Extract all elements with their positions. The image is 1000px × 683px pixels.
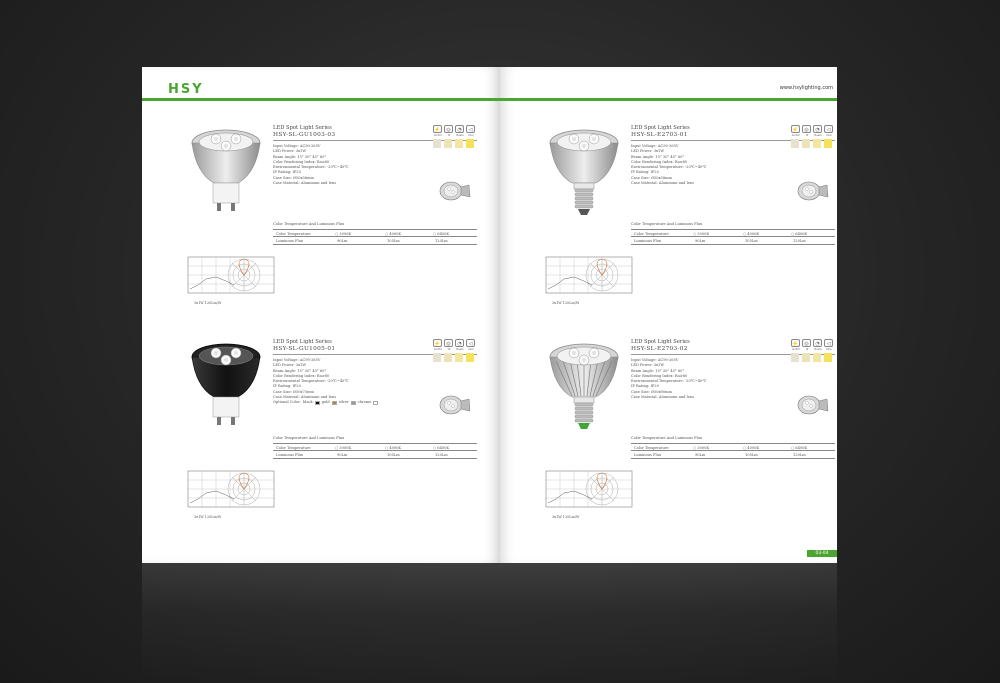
series-title: LED Spot Light Series <box>273 339 332 345</box>
spec-line: Color Rendering Index: Ra≥80 <box>631 373 688 378</box>
spec-line: Case Material: Aluminum and lens <box>273 181 337 186</box>
spec-line: Beam Angle: 15° 30° 45° 60° <box>631 368 685 373</box>
cell-3000k: ○ 3000K <box>693 446 710 450</box>
feature-ip-icon: ◎ <box>802 125 811 133</box>
cell-value: 120Lm <box>435 239 448 243</box>
cell-value: 4000K <box>747 232 760 236</box>
cell-3000k: ○ 3000K <box>335 232 352 236</box>
model-number: HSY-SL-GU1003-03 <box>273 132 336 138</box>
row-label: Color Temperature <box>634 232 669 236</box>
cell-value: 6400K <box>437 232 450 236</box>
light-distribution-chart <box>544 469 639 509</box>
row-label: Color Temperature <box>634 446 669 450</box>
feature-beam-icon: ◔ <box>813 339 822 347</box>
chart-footnote: 3x1W 120Lm/W <box>194 301 222 305</box>
spec-line: Beam Angle: 15° 30° 45° 60° <box>273 368 327 373</box>
cell-3000k: ○ 3000K <box>335 446 352 450</box>
table-row <box>273 229 477 237</box>
cell-value: 90Lm <box>695 453 706 457</box>
table-row <box>631 451 835 459</box>
table-row <box>631 229 835 237</box>
icon-caption: AC/DC <box>433 348 443 351</box>
spec-line: Beam Angle: 15° 30° 45° 60° <box>631 154 685 159</box>
feature-acdc-icon: ⚡ <box>792 127 799 133</box>
light-distribution-chart <box>544 255 639 295</box>
product-photo <box>186 125 266 220</box>
table-row <box>273 451 477 459</box>
row-label: Luminous Flux <box>276 453 304 457</box>
icon-caption: Dim <box>468 134 474 137</box>
color-tone-swatch <box>466 139 474 148</box>
icon-caption: IP <box>805 134 809 137</box>
color-tone-swatch <box>813 139 821 148</box>
spec-table <box>273 229 477 245</box>
cell-value: 6400K <box>795 232 808 236</box>
brand-logo: HSY <box>168 82 204 97</box>
cell-value: 4000K <box>389 446 402 450</box>
table-row <box>273 237 477 245</box>
cell-6400k: ○ 6400K <box>433 232 450 236</box>
website-url: www.hsylighting.com <box>779 85 833 91</box>
spec-table <box>631 443 835 459</box>
icon-caption: Beam <box>456 134 464 137</box>
cell-value: 120Lm <box>793 239 806 243</box>
spec-table <box>273 443 477 459</box>
header-green-bar <box>142 98 500 101</box>
feature-icons <box>791 125 835 157</box>
cell-6400k: ○ 6400K <box>433 446 450 450</box>
icon-caption: AC/DC <box>791 134 801 137</box>
feature-dim-icon: ◁ <box>466 125 475 133</box>
cell-value: 3000K <box>339 232 352 236</box>
side-view-drawing <box>437 391 473 419</box>
spec-line: Input Voltage: AC90-265V <box>273 358 321 362</box>
table-caption: Color Temperature And Luminous Flux <box>273 436 345 440</box>
cell-value: 6400K <box>795 446 808 450</box>
color-tone-swatch <box>455 139 463 148</box>
color-tone-swatch <box>824 353 832 362</box>
icon-caption: Dim <box>826 134 832 137</box>
series-title: LED Spot Light Series <box>631 339 690 345</box>
spec-table <box>631 229 835 245</box>
spec-line: LED Power: 3x1W <box>273 363 307 368</box>
chart-footnote: 3x1W 120Lm/W <box>552 301 580 305</box>
row-label: Luminous Flux <box>634 453 662 457</box>
icon-caption: IP <box>447 348 451 351</box>
cell-value: 90Lm <box>337 453 348 457</box>
feature-dim-icon: ◁ <box>824 125 833 133</box>
product-card <box>544 339 837 549</box>
spec-line: LED Power: 3x1W <box>273 149 307 154</box>
feature-dim-icon: ◁ <box>824 339 833 347</box>
spec-line: Color Rendering Index: Ra≥80 <box>273 159 330 164</box>
catalog-right-page <box>500 67 837 563</box>
cell-6400k: ○ 6400K <box>791 232 808 236</box>
color-tone-swatch <box>802 139 810 148</box>
table-caption: Color Temperature And Luminous Flux <box>631 222 703 226</box>
spec-line: Environmental Temperature: -20℃~40℃ <box>631 379 707 384</box>
side-view-drawing <box>795 177 831 205</box>
row-label: Color Temperature <box>276 232 311 236</box>
series-title: LED Spot Light Series <box>631 125 690 131</box>
spec-line: Case Material: Aluminum and lens <box>273 395 337 400</box>
color-tone-swatch <box>813 353 821 362</box>
spec-line: LED Power: 3x1W <box>631 363 665 368</box>
spec-line: Color Rendering Index: Ra≥80 <box>273 373 330 378</box>
color-name: black <box>302 400 313 405</box>
model-number: HSY-SL-GU1005-01 <box>273 346 336 352</box>
color-tone-swatch <box>455 353 463 362</box>
table-caption: Color Temperature And Luminous Flux <box>631 436 703 440</box>
feature-icons <box>433 339 477 371</box>
cell-6400k: ○ 6400K <box>791 446 808 450</box>
color-tone-swatch <box>444 353 452 362</box>
spec-line: Input Voltage: AC90-265V <box>273 144 321 148</box>
cell-4000k: ○ 4000K <box>743 446 760 450</box>
color-tone-swatch <box>433 139 441 148</box>
cell-value: 105Lm <box>745 239 758 243</box>
color-swatch <box>315 401 320 405</box>
feature-acdc-icon: ⚡ <box>792 341 799 347</box>
row-label: Color Temperature <box>276 446 311 450</box>
spec-line: IP Rating: IP20 <box>273 384 301 389</box>
spec-line: Case Size: Ø50x56mm <box>273 175 314 180</box>
feature-beam-icon: ◔ <box>455 339 464 347</box>
spec-line: Case Size: Ø50x58mm <box>631 175 672 180</box>
side-view-drawing <box>795 391 831 419</box>
feature-ip-icon: ◎ <box>444 339 453 347</box>
optional-color-label: Optional Color: <box>273 400 301 405</box>
cell-value: 3000K <box>697 232 710 236</box>
product-card <box>186 339 486 549</box>
icon-caption: IP <box>447 134 451 137</box>
spec-line: IP Rating: IP20 <box>631 384 659 389</box>
table-reflection <box>142 563 837 683</box>
table-caption: Color Temperature And Luminous Flux <box>273 222 345 226</box>
color-swatch <box>373 401 378 405</box>
spec-line: LED Power: 3x1W <box>631 149 665 154</box>
color-tone-swatch <box>444 139 452 148</box>
spec-line: Case Size: Ø50x75mm <box>273 389 314 394</box>
spec-line: Environmental Temperature: -20℃~40℃ <box>273 165 349 170</box>
spec-block <box>273 339 477 457</box>
cell-4000k: ○ 4000K <box>385 446 402 450</box>
feature-beam-icon: ◔ <box>455 125 464 133</box>
spec-line: Input Voltage: AC90-265V <box>631 358 679 362</box>
light-distribution-chart <box>186 469 281 509</box>
chart-footnote: 3x1W 120Lm/W <box>552 515 580 519</box>
cell-value: 3000K <box>339 446 352 450</box>
feature-icons <box>791 339 835 371</box>
product-photo <box>544 125 624 220</box>
icon-caption: IP <box>805 348 809 351</box>
icon-caption: Dim <box>468 348 474 351</box>
icon-caption: AC/DC <box>433 134 443 137</box>
header-green-bar <box>500 98 837 101</box>
cell-value: 120Lm <box>435 453 448 457</box>
product-photo <box>544 339 624 434</box>
product-card <box>186 125 486 335</box>
cell-value: 90Lm <box>337 239 348 243</box>
table-row <box>631 237 835 245</box>
model-number: HSY-SL-E2703-01 <box>631 132 688 138</box>
spec-line: Color Rendering Index: Ra≥80 <box>631 159 688 164</box>
color-tone-swatch <box>466 353 474 362</box>
color-tone-swatch <box>791 353 799 362</box>
cell-value: 105Lm <box>745 453 758 457</box>
feature-acdc-icon: ⚡ <box>434 341 441 347</box>
color-name: silver <box>338 400 349 405</box>
spec-line: Case Material: Aluminum and lens <box>631 395 695 400</box>
spec-block <box>631 125 835 243</box>
side-view-drawing <box>437 177 473 205</box>
cell-4000k: ○ 4000K <box>385 232 402 236</box>
cell-value: 120Lm <box>793 453 806 457</box>
model-number: HSY-SL-E2703-02 <box>631 346 688 352</box>
spec-block <box>631 339 835 457</box>
color-name: chrome <box>357 400 372 405</box>
color-tone-swatch <box>802 353 810 362</box>
spec-block <box>273 125 477 243</box>
cell-value: 90Lm <box>695 239 706 243</box>
feature-dim-icon: ◁ <box>466 339 475 347</box>
cell-value: 6400K <box>437 446 450 450</box>
light-distribution-chart <box>186 255 281 295</box>
product-photo <box>186 339 266 434</box>
page-number: 03-04 <box>807 550 837 557</box>
cell-value: 105Lm <box>387 239 400 243</box>
cell-value: 3000K <box>697 446 710 450</box>
color-tone-swatch <box>824 139 832 148</box>
series-title: LED Spot Light Series <box>273 125 332 131</box>
row-label: Luminous Flux <box>276 239 304 243</box>
icon-caption: Beam <box>456 348 464 351</box>
icon-caption: Beam <box>814 134 822 137</box>
cell-value: 105Lm <box>387 453 400 457</box>
table-row <box>631 443 835 451</box>
spec-line: Environmental Temperature: -20℃~40℃ <box>631 165 707 170</box>
row-label: Luminous Flux <box>634 239 662 243</box>
spec-line: Beam Angle: 15° 30° 45° 60° <box>273 154 327 159</box>
feature-beam-icon: ◔ <box>813 125 822 133</box>
feature-icons <box>433 125 477 157</box>
spec-line: Input Voltage: AC90-265V <box>631 144 679 148</box>
chart-footnote: 3x1W 120Lm/W <box>194 515 222 519</box>
spec-line: Case Material: Aluminum and lens <box>631 181 695 186</box>
spec-line: IP Rating: IP20 <box>273 170 301 175</box>
spec-line: Environmental Temperature: -20℃~40℃ <box>273 379 349 384</box>
color-swatch <box>351 401 356 405</box>
color-name: gold <box>321 400 330 405</box>
product-card <box>544 125 837 335</box>
feature-ip-icon: ◎ <box>444 125 453 133</box>
spec-line: IP Rating: IP20 <box>631 170 659 175</box>
color-tone-swatch <box>791 139 799 148</box>
catalog-left-page <box>142 67 500 563</box>
feature-acdc-icon: ⚡ <box>434 127 441 133</box>
icon-caption: Dim <box>826 348 832 351</box>
cell-value: 4000K <box>747 446 760 450</box>
icon-caption: AC/DC <box>791 348 801 351</box>
spec-line: Case Size: Ø50x80mm <box>631 389 672 394</box>
cell-4000k: ○ 4000K <box>743 232 760 236</box>
color-tone-swatch <box>433 353 441 362</box>
cell-3000k: ○ 3000K <box>693 232 710 236</box>
icon-caption: Beam <box>814 348 822 351</box>
feature-ip-icon: ◎ <box>802 339 811 347</box>
cell-value: 4000K <box>389 232 402 236</box>
table-row <box>273 443 477 451</box>
color-swatch <box>332 401 337 405</box>
